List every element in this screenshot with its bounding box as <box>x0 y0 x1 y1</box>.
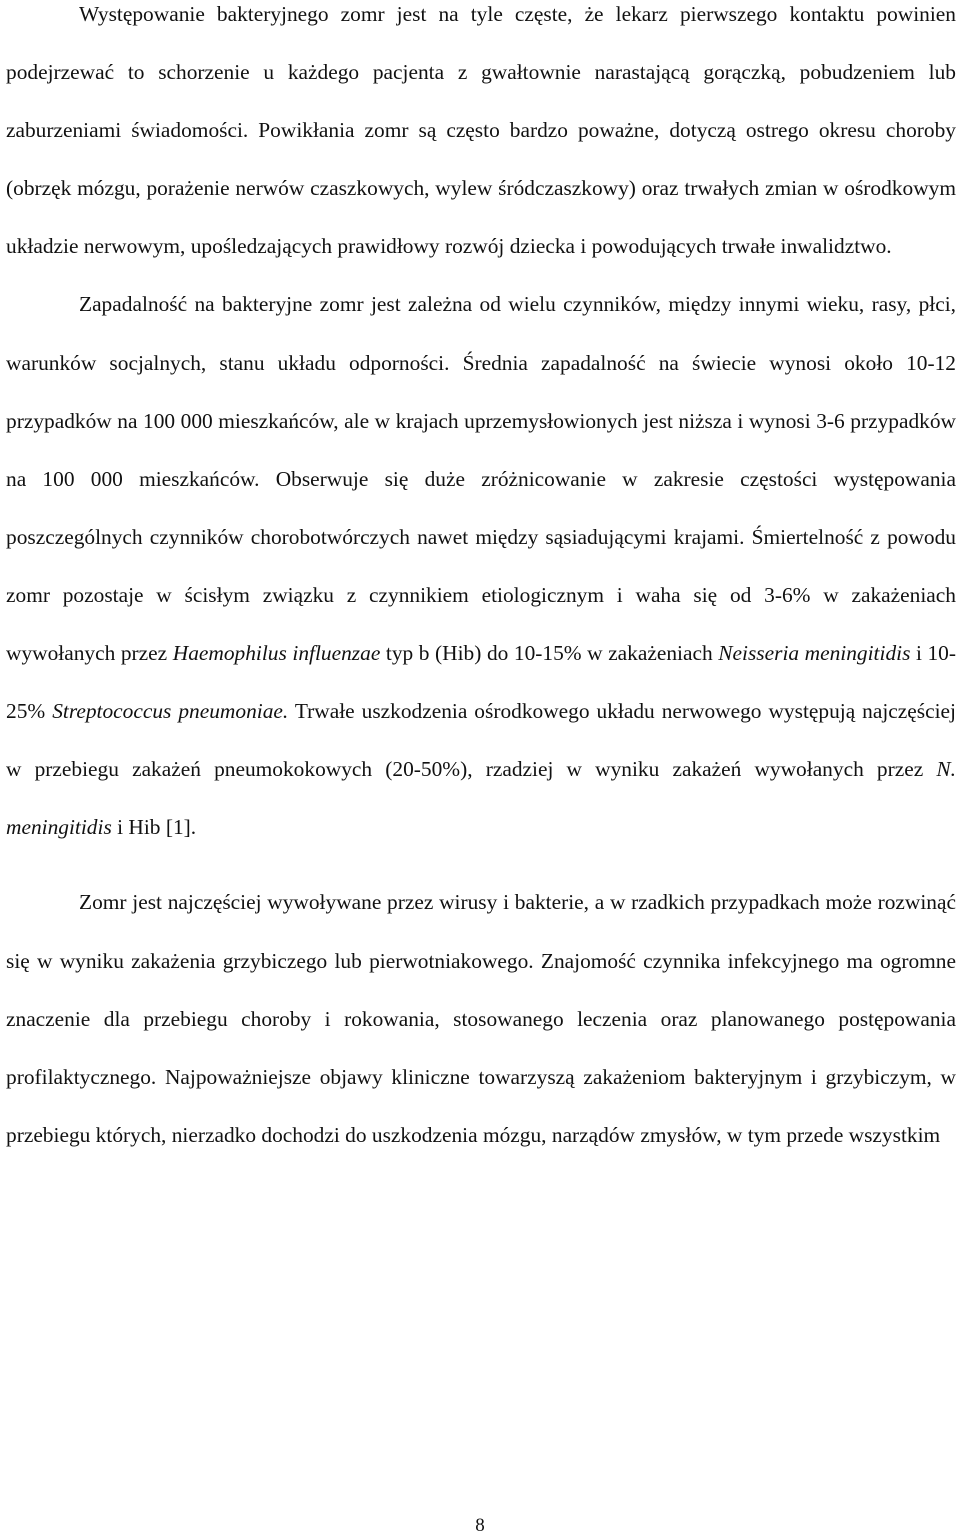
epidemiology-text-4: Trwałe uszkodzenia ośrodkowego układu nerwowego występują najczęściej w przebiegu zakażeń pneumokokowych (20-50%), rzadziej w wyniku zakażeń wywołanych przez <box>6 699 956 782</box>
paragraph-etiology: Zomr jest najczęściej wywoływane przez wirusy i bakterie, a w rzadkich przypadkach może rozwinąć się w wyniku zakażenia grzybiczego lub pierwotniakowego. Znajomość czynnika infekcyjnego ma ogromne znaczenie dla przebiegu choroby i rokowania, stosowanego leczenia oraz planowanego postępowania profilaktycznego. Najpoważniejsze objawy kliniczne towarzyszą zakażeniom bakteryjnym i grzybiczym, w przebiegu których, nierzadko dochodzi do uszkodzenia mózgu, narządów zmysłów, w tym przede wszystkim <box>6 890 956 1147</box>
pathogen-n-meningitidis: N. meningitidis <box>6 757 956 840</box>
epidemiology-text-1: Zapadalność na bakteryjne zomr jest zależna od wielu czynników, między innymi wieku, rasy, płci, warunków socjalnych, stanu układu odporności. Średnia zapadalność na świecie wynosi około 10-12 przypadków na 100 000 mieszkańców, ale w krajach uprzemysłowionych jest niższa i wynosi 3-6 przypadków na 100 000 mieszkańców. Obserwuje się duże zróżnicowanie w zakresie częstości występowania poszczególnych czynników chorobotwórczych nawet między sąsiadującymi krajami. Śmiertelność z powodu zomr pozostaje w ścisłym związku z czynnikiem etiologicznym i waha się od 3-6% w zakażeniach wywołanych przez <box>6 292 956 666</box>
paragraph-incidence-sentence-1: Występowanie bakteryjnego zomr jest na tyle częste, że lekarz pierwszego kontaktu powinien podejrzewać to schorzenie u każdego pacjenta z gwałtownie narastającą gorączką, pobudzeniem lub zaburzeniami świadomości. <box>6 2 956 143</box>
paragraph-incidence <box>6 0 956 275</box>
page-number: 8 <box>475 1515 485 1536</box>
pathogen-neisseria: Neisseria meningitidis <box>718 641 911 666</box>
epidemiology-text-3: i 10-25% <box>6 641 957 724</box>
epidemiology-text-2: typ b (Hib) do 10-15% w zakażeniach <box>385 641 713 666</box>
epidemiology-text-5: i Hib [1]. <box>117 815 197 840</box>
paragraph-epidemiology <box>6 275 956 856</box>
pathogen-streptococcus: Streptococcus pneumoniae. <box>52 699 289 724</box>
pathogen-haemophilus: Haemophilus influenzae <box>172 641 381 666</box>
paragraph-incidence-sentence-2: Powikłania zomr są często bardzo poważne, dotyczą ostrego okresu choroby (obrzęk mózgu, porażenie nerwów czaszkowych, wylew śródczaszkowy) oraz trwałych zmian w ośrodkowym układzie nerwowym, upośledzających prawidłowy rozwój dziecka i powodujących trwałe inwalidztwo. <box>6 118 956 259</box>
document-page <box>6 0 956 1164</box>
